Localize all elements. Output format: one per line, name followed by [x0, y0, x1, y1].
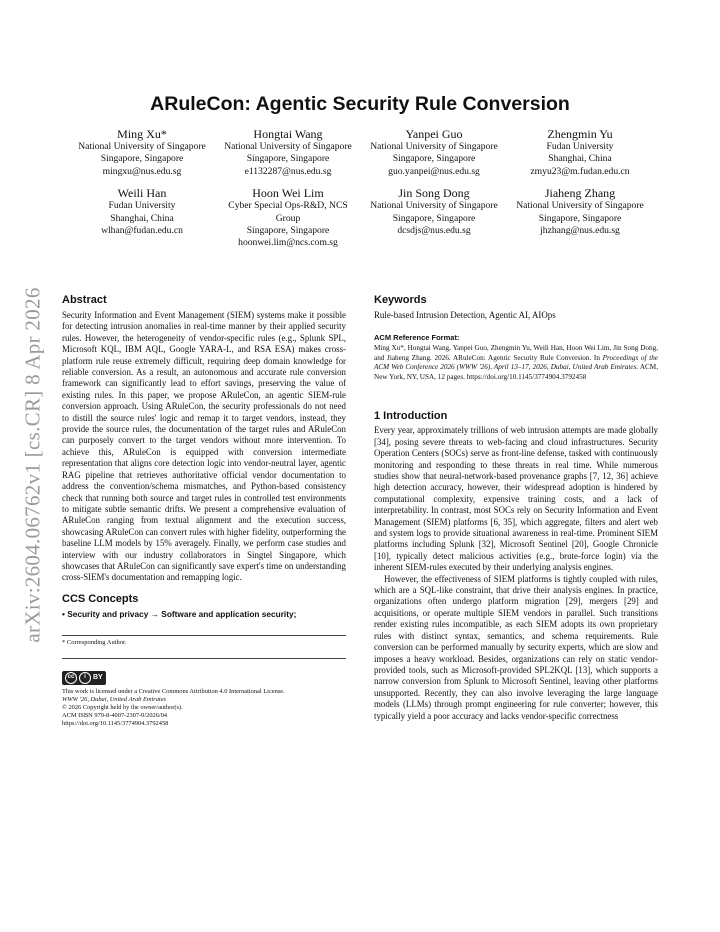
- author-name: Zhengmin Yu: [547, 127, 613, 141]
- author-email: e1132287@nus.edu.sg: [244, 165, 332, 177]
- left-column: [62, 294, 346, 728]
- author-name: Jin Song Dong: [398, 186, 470, 201]
- author-name: Hoon Wei Lim: [252, 186, 324, 201]
- footnote-rule: [62, 635, 346, 636]
- introduction-heading: 1 Introduction: [374, 410, 448, 423]
- author-affiliation: Fudan University: [546, 141, 614, 152]
- license-venue: WWW '26, Dubai, United Arab Emirates: [62, 695, 167, 703]
- ccs-concepts: • Security and privacy → Software and application security;: [62, 608, 297, 619]
- author-email: dcsdjs@nus.edu.sg: [397, 225, 471, 237]
- keywords-text: Rule-based Intrusion Detection, Agentic AI, AIOps: [374, 310, 556, 320]
- author: [510, 127, 650, 178]
- author-name: Weili Han: [117, 186, 167, 201]
- author-affiliation: Cyber Special Ops-R&D, NCS Group: [228, 200, 348, 224]
- author-email: guo.yanpei@nus.edu.sg: [388, 165, 480, 177]
- license-doi: https://doi.org/10.1145/3774904.3792458: [62, 719, 169, 727]
- abstract-heading: Abstract: [62, 294, 107, 306]
- author-affiliation: Fudan University: [108, 200, 176, 212]
- author-affiliation: National University of Singapore: [370, 141, 498, 152]
- author-location: Singapore, Singapore: [538, 212, 622, 224]
- author-row: [72, 127, 650, 178]
- author-email: wlhan@fudan.edu.cn: [101, 225, 183, 237]
- ccs-heading: CCS Concepts: [62, 592, 139, 605]
- author: [364, 127, 504, 178]
- footnote: * Corresponding Author.: [62, 638, 127, 646]
- creative-commons-icon: cc i BY: [62, 671, 106, 685]
- author-affiliation: National University of Singapore: [78, 141, 206, 152]
- abstract-text: Security Information and Event Management (SIEM) systems make it possible for detecting intrusion anomalies in real-time manner by their applied security rules. However, the heterogeneity of vendor-specific rules (e.g., Splunk SPL, Microsoft KQL, IBM AQL, Google YARA-L, and RSA ESA) makes cross-platform rule reuse extremely difficult, requiring deep domain knowledge for reliable conversion. As a result, an autonomous and accurate rule conversion framework can significantly lead to effort savings, preserving the value of existing rules. In this paper, we propose ARuleCon, an agentic SIEM-rule conversion approach. Using ARuleCon, the security professionals do not need to distill the source rules' logic and remap it to target vendors, instead, they provide the source rules, the documentation of the target rules and ARuleCon can purposely convert to the target vendors without more intervention. To achieve this, ARuleCon is equipped with conversion intermediate representation that aligns core detection logic into vendor-neutral layer, agentic RAG pipeline that retrieves authoritative official vendor documentation to address the convention/schema mismatches, and Python-based consistency check that running both source and target rules in controlled test environments to mitigate subtle semantic drifts. We present a comprehensive evaluation of ARuleCon ranging from textual alignment and the execution success, showcasing ARuleCon can convert rules with higher fidelity, outperforming the baseline LLM models by 15% averagely. Finally, we perform case studies and interview with our industry collaborators in Singtel Singapore, which showcases that ARuleCon can significantly save expert's time on understanding cross-SIEM's documentation and remapping logic.: [62, 310, 346, 583]
- author: [218, 127, 358, 178]
- author-location: Singapore, Singapore: [246, 153, 330, 165]
- author-location: Shanghai, China: [110, 212, 174, 224]
- acm-reference-heading: ACM Reference Format:: [374, 333, 460, 342]
- acm-reference-part: Ming Xu*, Hongtai Wang, Yanpei Guo, Zhengmin Yu, Weili Han, Hoon Wei Lim, Jin Song Dong, and Jiaheng Zhang. 2026. ARuleCon: Agentic Security Rule Conversion. In: [374, 344, 658, 362]
- author: [218, 186, 358, 250]
- attribution-icon: i: [79, 672, 91, 684]
- author-affiliation: National University of Singapore: [370, 200, 498, 212]
- author-email: jhzhang@nus.edu.sg: [540, 225, 620, 237]
- author-name: Yanpei Guo: [405, 127, 463, 141]
- author-location: Singapore, Singapore: [246, 225, 330, 237]
- author-email: zmyu23@m.fudan.edu.cn: [530, 165, 630, 177]
- author-name: Jiaheng Zhang: [544, 186, 616, 201]
- right-column: [374, 294, 658, 722]
- license-copyright: © 2026 Copyright held by the owner/author(s).: [62, 703, 183, 711]
- arxiv-id: arXiv:2604.06762v1 [cs.CR] 8 Apr 2026: [20, 287, 45, 643]
- paper-title: ARuleCon: Agentic Security Rule Conversion: [150, 93, 570, 115]
- acm-reference-proceedings: Proceedings of the ACM Web Conference 2026 (WWW '26), April 13–17, 2026, Dubai, United Arab Emirates.: [374, 353, 658, 372]
- author: [364, 186, 504, 250]
- author-block: [72, 127, 650, 258]
- author: [72, 127, 212, 178]
- acm-reference-part: ACM, New York, NY, USA, 12 pages. https://doi.org/10.1145/3774904.3792458: [374, 363, 658, 381]
- keywords-heading: Keywords: [374, 294, 427, 306]
- author-affiliation: National University of Singapore: [224, 141, 352, 152]
- introduction-section: [374, 410, 658, 722]
- author: [510, 186, 650, 250]
- author: [72, 186, 212, 250]
- author-name: Ming Xu*: [117, 127, 167, 141]
- author-name: Hongtai Wang: [253, 127, 323, 141]
- author-location: Singapore, Singapore: [392, 212, 476, 224]
- author-location: Shanghai, China: [548, 153, 612, 165]
- author-location: Singapore, Singapore: [392, 153, 476, 165]
- introduction-paragraph: Every year, approximately trillions of web intrusion attempts are made globally [34], posing severe threats to web-facing and cloud infrastructures. Security Operation Centers (SOCs) serve as front-line defense, tasked with continuously monitoring and responding to these threats in real time. While numerous studies show that neural-network-based provenance graphs [7, 12, 36] achieve high detection accuracy, however, their widespread adoption is hindered by computational complexity, expensive training costs, and a lack of interpretability. In contrast, most SOCs rely on Security Information and Event Management (SIEM) platforms [6, 35], which aggregate, filters and alert web and system logs to provide situational awareness in real-time. Prominent SIEM platforms including Splunk [32], Microsoft Sentinel [20], Google Chronicle [10], typically detect malicious activities (e.g., brute-force login) via the inherent SIEM-rules executed by their underlying analysis engines.: [374, 425, 658, 573]
- author-email: hoonwei.lim@ncs.com.sg: [238, 237, 338, 249]
- license-block: [62, 688, 346, 728]
- license-isbn: ACM ISBN 979-8-4007-2307-0/2026/04: [62, 711, 168, 719]
- author-affiliation: National University of Singapore: [516, 200, 644, 212]
- introduction-paragraph: However, the effectiveness of SIEM platforms is tightly coupled with rules, which are a SQL-like constraint, that drive their analysis engines. In practice, organizations often undergo platform migration [29], mergers [29] and acquisitions, or operate multiple SIEM vendors in parallel. Such transitions render existing rules incompatible, as each SIEM adopts its own proprietary rules with distinct syntax, semantics, and schema requirements. Rule conversion can be performed manually by security experts, which are slow and imposes a heavy workload. Besides, organizations can rely on static vendor-provided tools, such as Microsoft-provided SPL2KQL [13], which supports a narrow conversion from Splunk to Microsoft Sentinel, leaving other platforms unsupported. Recently, they can also involve leveraging the large language models (LLMs) through prompt engineering for rule converter; however, this typically yield a poor accuracy and lacks vendor-specific correctness: [374, 573, 658, 721]
- acm-reference: [374, 333, 658, 382]
- license-text: This work is licensed under a Creative Commons Attribution 4.0 International License.: [62, 687, 285, 695]
- license-rule: [62, 658, 346, 659]
- arxiv-stamp: [18, 265, 48, 665]
- author-row: [72, 186, 650, 250]
- cc-label: BY: [93, 674, 103, 682]
- author-location: Singapore, Singapore: [100, 153, 184, 165]
- cc-badge: [62, 665, 346, 685]
- acm-reference-text: [374, 344, 658, 382]
- author-email: mingxu@nus.edu.sg: [102, 165, 182, 177]
